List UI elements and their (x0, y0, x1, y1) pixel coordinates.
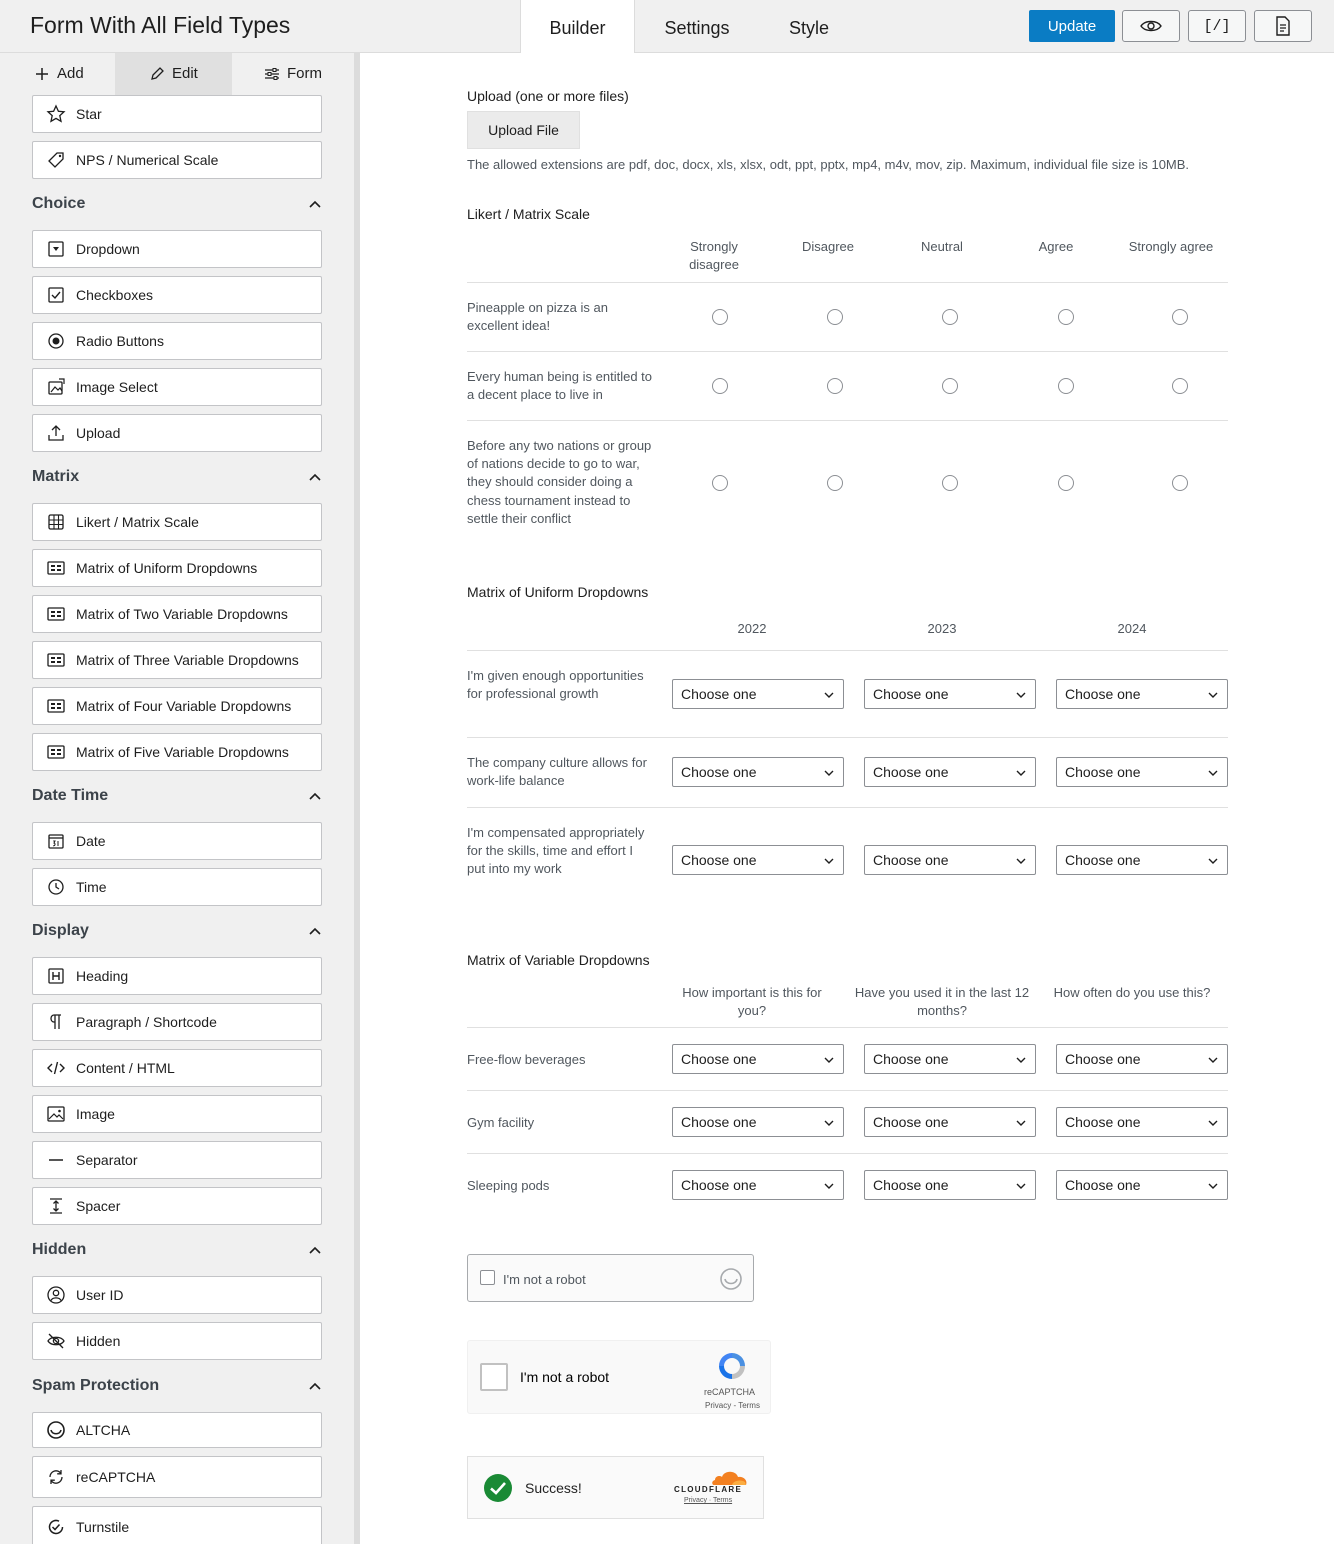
success-check-icon (483, 1473, 513, 1503)
likert-title: Likert / Matrix Scale (467, 206, 590, 222)
code-icon (45, 1057, 67, 1079)
likert-radio[interactable] (1058, 475, 1074, 491)
field-star[interactable] (32, 95, 322, 133)
select-value: Choose one (1065, 1114, 1141, 1130)
row-divider (467, 1027, 1228, 1028)
chevron-down-icon (1207, 1054, 1219, 1066)
variable-select[interactable] (1056, 1044, 1228, 1074)
likert-radio[interactable] (827, 309, 843, 325)
field-label: Dropdown (76, 241, 140, 257)
group-title: Spam Protection (32, 1377, 160, 1394)
select-value: Choose one (681, 686, 757, 702)
field-spacer[interactable] (32, 1187, 322, 1225)
image-icon (45, 1103, 67, 1125)
select-value: Choose one (1065, 1051, 1141, 1067)
recaptcha-logo-icon (715, 1349, 749, 1383)
chevron-down-icon (823, 1054, 835, 1066)
likert-radio[interactable] (1058, 378, 1074, 394)
likert-radio[interactable] (1172, 309, 1188, 325)
field-label: Hidden (76, 1333, 121, 1349)
group-title: Display (32, 922, 89, 939)
select-value: Choose one (681, 1177, 757, 1193)
variable-select[interactable] (1056, 1170, 1228, 1200)
uniform-row-label: I'm compensated appropriately for the skills, time and effort I put into my work (467, 825, 645, 877)
field-label: Radio Buttons (76, 333, 164, 349)
sliders-icon (264, 66, 280, 82)
select-value: Choose one (873, 1051, 949, 1067)
field-radio-buttons[interactable] (32, 322, 322, 360)
variable-select[interactable] (1056, 1107, 1228, 1137)
recaptcha-brand: reCAPTCHA (704, 1387, 756, 1397)
likert-radio[interactable] (942, 378, 958, 394)
select-value: Choose one (1065, 852, 1141, 868)
dropdown-icon (45, 238, 67, 260)
matrix-dropdown-icon (45, 603, 67, 625)
field-content-html[interactable] (32, 1049, 322, 1087)
field-label: Star (76, 106, 102, 122)
chevron-up-icon (308, 470, 322, 484)
likert-col-header: Strongly agree (1128, 239, 1214, 254)
group-title: Choice (32, 195, 86, 212)
field-matrix-four[interactable] (32, 687, 322, 725)
row-divider (467, 420, 1228, 421)
eye-off-icon (45, 1330, 67, 1352)
group-spam-header[interactable] (32, 1374, 322, 1398)
plus-icon (34, 66, 50, 82)
variable-row-label: Free-flow beverages (467, 1052, 586, 1067)
entries-button[interactable] (1254, 10, 1312, 42)
turnstile-widget (467, 1456, 764, 1519)
chevron-down-icon (1207, 689, 1219, 701)
form-title: Form With All Field Types (30, 12, 291, 38)
field-label: Spacer (76, 1198, 121, 1214)
field-dropdown[interactable] (32, 230, 322, 268)
field-matrix-three[interactable] (32, 641, 322, 679)
altcha-label: I'm not a robot (503, 1272, 586, 1287)
group-datetime-header[interactable] (32, 784, 322, 808)
upload-help-text: The allowed extensions are pdf, doc, docx, xls, xlsx, odt, ppt, pptx, mp4, m4v, mov, zip. Maximum, individual file size is 10MB. (467, 157, 1190, 172)
uniform-select[interactable] (1056, 757, 1228, 787)
field-matrix-five[interactable] (32, 733, 322, 771)
chevron-up-icon (308, 1379, 322, 1393)
uniform-select[interactable] (672, 679, 844, 709)
field-turnstile[interactable] (32, 1506, 322, 1544)
chevron-down-icon (1015, 1054, 1027, 1066)
variable-select[interactable] (672, 1044, 844, 1074)
grid-icon (45, 511, 67, 533)
likert-radio[interactable] (712, 309, 728, 325)
field-user-id[interactable] (32, 1276, 322, 1314)
likert-radio[interactable] (1058, 309, 1074, 325)
field-checkboxes[interactable] (32, 276, 322, 314)
likert-col-header: Strongly disagree (689, 239, 739, 272)
spacer-icon (45, 1195, 67, 1217)
cloudflare-logo-icon (710, 1467, 750, 1487)
likert-col-header: Disagree (801, 239, 855, 254)
separator-icon (45, 1149, 67, 1171)
likert-row-label: Pineapple on pizza is an excellent idea! (467, 300, 608, 334)
sidebar-tab-edit-label: Edit (172, 65, 198, 82)
field-paragraph[interactable] (32, 1003, 322, 1041)
field-time[interactable] (32, 868, 322, 906)
chevron-down-icon (823, 1180, 835, 1192)
pencil-icon (149, 66, 165, 82)
likert-radio[interactable] (942, 475, 958, 491)
select-value: Choose one (1065, 764, 1141, 780)
chevron-down-icon (1207, 767, 1219, 779)
recaptcha-label: I'm not a robot (520, 1369, 610, 1385)
field-label: Matrix of Three Variable Dropdowns (76, 652, 299, 668)
recaptcha-widget (467, 1340, 771, 1414)
row-divider (467, 351, 1228, 352)
chevron-down-icon (823, 1117, 835, 1129)
chevron-up-icon (308, 789, 322, 803)
select-value: Choose one (873, 1177, 949, 1193)
shortcode-button[interactable]: [/] (1188, 10, 1246, 42)
matrix-dropdown-icon (45, 695, 67, 717)
uniform-col-header: 2024 (1117, 621, 1147, 636)
field-label: Checkboxes (76, 287, 154, 303)
variable-col-header: How important is this for you? (682, 985, 822, 1018)
select-value: Choose one (1065, 686, 1141, 702)
field-label: reCAPTCHA (76, 1469, 156, 1485)
chevron-down-icon (823, 689, 835, 701)
select-value: Choose one (681, 1051, 757, 1067)
field-likert[interactable] (32, 503, 322, 541)
select-value: Choose one (681, 852, 757, 868)
variable-col-header: How often do you use this? (1053, 985, 1211, 1000)
select-value: Choose one (873, 686, 949, 702)
variable-row-label: Sleeping pods (467, 1178, 550, 1193)
likert-row-label: Before any two nations or group of nations decide to go to war, they should consider doing a chess tournament instead to settle their conflict (467, 438, 652, 526)
uniform-select[interactable] (864, 845, 1036, 875)
group-title: Date Time (32, 787, 109, 804)
uniform-row-label: The company culture allows for work-life balance (467, 755, 647, 789)
field-recaptcha[interactable] (32, 1456, 322, 1498)
update-button[interactable]: Update (1029, 10, 1115, 42)
altcha-icon (45, 1419, 67, 1441)
uniform-title: Matrix of Uniform Dropdowns (467, 584, 649, 600)
matrix-dropdown-icon (45, 557, 67, 579)
field-label: ALTCHA (76, 1422, 131, 1438)
uniform-col-header: 2023 (927, 621, 957, 636)
upload-label: Upload (one or more files) (467, 88, 629, 104)
select-value: Choose one (1065, 1177, 1141, 1193)
field-label: Content / HTML (76, 1060, 175, 1076)
upload-icon (45, 422, 67, 444)
variable-row-label: Gym facility (467, 1115, 535, 1130)
likert-col-header: Neutral (921, 239, 963, 254)
row-divider (467, 1153, 1228, 1154)
variable-select[interactable] (672, 1107, 844, 1137)
altcha-widget (467, 1254, 754, 1302)
heading-icon (45, 965, 67, 987)
tag-icon (45, 149, 67, 171)
calendar-icon (45, 830, 67, 852)
top-bar (0, 0, 1334, 53)
sidebar-tab-form[interactable] (264, 53, 322, 95)
variable-select[interactable] (864, 1044, 1036, 1074)
preview-button[interactable] (1122, 10, 1180, 42)
group-matrix-header[interactable] (32, 465, 322, 489)
uniform-select[interactable] (672, 757, 844, 787)
tab-settings[interactable]: Settings (664, 18, 730, 38)
altcha-logo-icon (719, 1267, 743, 1291)
row-divider (467, 807, 1228, 808)
field-label: Separator (76, 1152, 138, 1168)
select-value: Choose one (681, 764, 757, 780)
row-divider (467, 1090, 1228, 1091)
chevron-down-icon (1015, 1180, 1027, 1192)
field-altcha[interactable] (32, 1412, 322, 1448)
form-canvas (360, 53, 1334, 1544)
field-label: Image (76, 1106, 115, 1122)
checkbox-icon (45, 284, 67, 306)
field-label: Likert / Matrix Scale (76, 514, 199, 530)
recaptcha-icon (45, 1466, 67, 1488)
chevron-down-icon (1015, 855, 1027, 867)
chevron-down-icon (1207, 1180, 1219, 1192)
star-icon (45, 103, 67, 125)
recaptcha-checkbox[interactable] (480, 1363, 508, 1391)
likert-radio[interactable] (712, 475, 728, 491)
chevron-down-icon (1207, 1117, 1219, 1129)
field-label: Date (76, 833, 106, 849)
field-nps[interactable] (32, 141, 322, 179)
field-separator[interactable] (32, 1141, 322, 1179)
likert-radio[interactable] (827, 475, 843, 491)
document-icon (1274, 16, 1292, 36)
field-label: Matrix of Uniform Dropdowns (76, 560, 258, 576)
field-upload[interactable] (32, 414, 322, 452)
group-display-header[interactable] (32, 919, 322, 943)
radio-icon (45, 330, 67, 352)
uniform-col-header: 2022 (737, 621, 767, 636)
sidebar-tab-edit[interactable] (115, 53, 232, 95)
sidebar-tabs (0, 53, 354, 95)
uniform-select[interactable] (1056, 845, 1228, 875)
select-value: Choose one (873, 1114, 949, 1130)
field-label: Matrix of Five Variable Dropdowns (76, 744, 289, 760)
row-divider (467, 282, 1228, 283)
turnstile-icon (45, 1516, 67, 1538)
matrix-dropdown-icon (45, 741, 67, 763)
group-title: Hidden (32, 1241, 87, 1258)
select-value: Choose one (873, 852, 949, 868)
field-label: Heading (76, 968, 129, 984)
likert-radio[interactable] (1172, 378, 1188, 394)
variable-select[interactable] (864, 1107, 1036, 1137)
sidebar-tab-add-label: Add (57, 65, 84, 82)
chevron-up-icon (308, 924, 322, 938)
user-icon (45, 1284, 67, 1306)
turnstile-links[interactable]: Privacy · Terms (684, 1497, 733, 1504)
tab-style[interactable]: Style (788, 18, 830, 38)
sidebar-tab-add[interactable] (34, 53, 84, 95)
field-date[interactable] (32, 822, 322, 860)
field-label: Paragraph / Shortcode (76, 1014, 217, 1030)
row-divider (467, 737, 1228, 738)
select-value: Choose one (873, 764, 949, 780)
likert-row-label: Every human being is entitled to a decent place to live in (467, 369, 652, 403)
paragraph-icon (45, 1011, 67, 1033)
uniform-select[interactable] (1056, 679, 1228, 709)
field-matrix-two[interactable] (32, 595, 322, 633)
recaptcha-terms-link[interactable]: Privacy - Terms (705, 1401, 760, 1410)
field-label: Time (76, 879, 107, 895)
field-label: Image Select (76, 379, 158, 395)
uniform-select[interactable] (672, 845, 844, 875)
uniform-select[interactable] (864, 757, 1036, 787)
chevron-down-icon (1015, 767, 1027, 779)
chevron-up-icon (308, 197, 322, 211)
upload-file-button[interactable]: Upload File (467, 111, 580, 149)
image-select-icon (45, 376, 67, 398)
turnstile-status: Success! (525, 1480, 582, 1496)
field-label: Matrix of Four Variable Dropdowns (76, 698, 292, 714)
chevron-down-icon (1207, 855, 1219, 867)
field-heading[interactable] (32, 957, 322, 995)
variable-title: Matrix of Variable Dropdowns (467, 952, 650, 968)
variable-col-header: Have you used it in the last 12 months? (854, 985, 1030, 1018)
likert-radio[interactable] (712, 378, 728, 394)
field-label: Turnstile (76, 1519, 130, 1535)
field-label: User ID (76, 1287, 124, 1303)
likert-radio[interactable] (1172, 475, 1188, 491)
field-matrix-uniform[interactable] (32, 549, 322, 587)
variable-select[interactable] (864, 1170, 1036, 1200)
likert-radio[interactable] (942, 309, 958, 325)
cloudflare-brand: CLOUDFLARE (674, 1485, 743, 1494)
clock-icon (45, 876, 67, 898)
sidebar-tab-form-label: Form (287, 65, 322, 82)
group-choice-header[interactable] (32, 192, 322, 216)
chevron-down-icon (1015, 689, 1027, 701)
group-title: Matrix (32, 468, 80, 485)
chevron-down-icon (823, 767, 835, 779)
tab-builder[interactable]: Builder (520, 0, 635, 54)
select-value: Choose one (681, 1114, 757, 1130)
eye-icon (1140, 19, 1162, 33)
field-label: Matrix of Two Variable Dropdowns (76, 606, 288, 622)
field-image[interactable] (32, 1095, 322, 1133)
field-label: Upload (76, 425, 121, 441)
group-hidden-header[interactable] (32, 1238, 322, 1262)
field-image-select[interactable] (32, 368, 322, 406)
field-label: NPS / Numerical Scale (76, 152, 219, 168)
variable-select[interactable] (672, 1170, 844, 1200)
chevron-down-icon (1015, 1117, 1027, 1129)
sidebar (0, 53, 360, 1544)
altcha-checkbox[interactable] (480, 1270, 495, 1285)
matrix-dropdown-icon (45, 649, 67, 671)
chevron-up-icon (308, 1243, 322, 1257)
field-hidden[interactable] (32, 1322, 322, 1360)
row-divider (467, 650, 1228, 651)
likert-radio[interactable] (827, 378, 843, 394)
uniform-row-label: I'm given enough opportunities for professional growth (467, 668, 644, 702)
chevron-down-icon (823, 855, 835, 867)
likert-col-header: Agree (1038, 239, 1074, 254)
uniform-select[interactable] (864, 679, 1036, 709)
